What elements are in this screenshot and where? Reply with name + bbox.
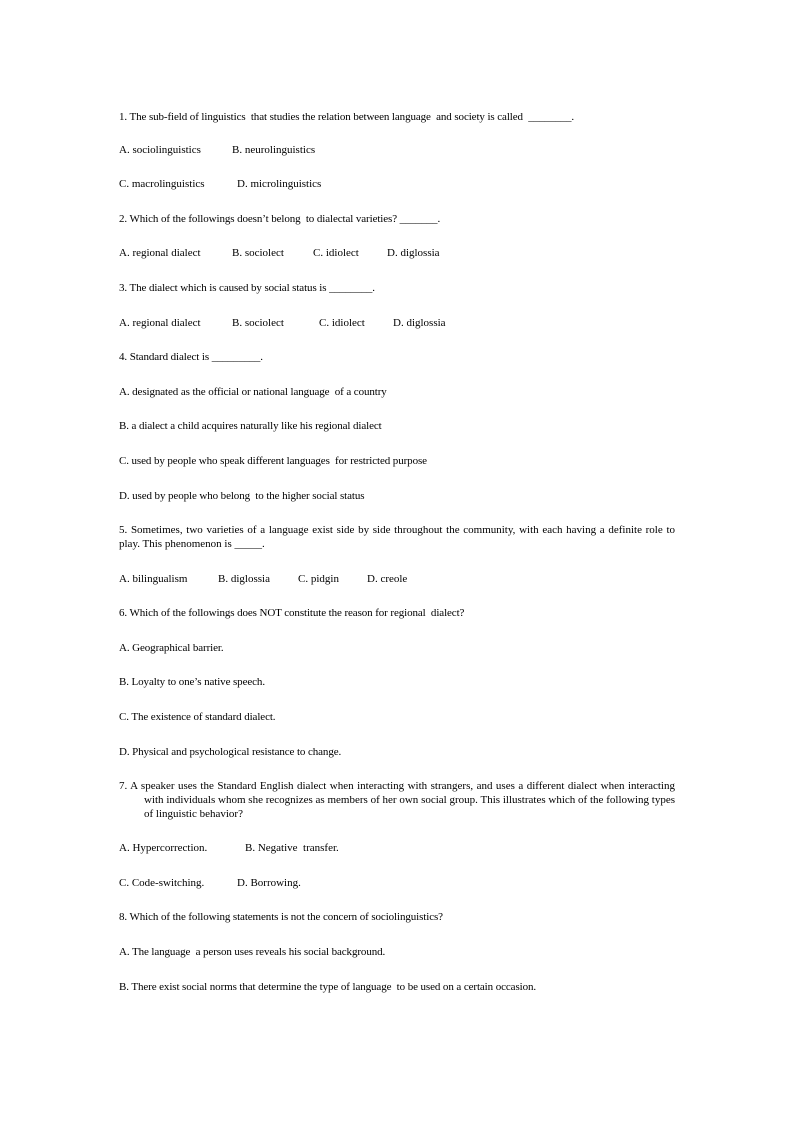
question-4-option-d: D. used by people who belong to the higher social status [119,490,365,502]
question-2-option-d: D. diglossia [387,247,440,259]
question-1-option-d: D. microlinguistics [237,178,322,190]
question-4-stem: 4. Standard dialect is _________. [119,351,263,363]
question-3-option-c: C. idiolect [319,317,365,329]
question-8-stem: 8. Which of the following statements is not the concern of sociolinguistics? [119,911,443,923]
question-1-stem: 1. The sub-field of linguistics that studies the relation between language and society is called ________. [119,111,575,123]
question-7-option-c: C. Code-switching. [119,877,205,889]
question-5-option-d: D. creole [367,573,408,585]
question-7-option-b: B. Negative transfer. [245,842,339,854]
question-5-option-b: B. diglossia [218,573,270,585]
question-6-option-c: C. The existence of standard dialect. [119,711,276,723]
question-4-option-c: C. used by people who speak different languages for restricted purpose [119,455,427,467]
question-6-option-a: A. Geographical barrier. [119,642,224,654]
question-6-option-d: D. Physical and psychological resistance to change. [119,746,342,758]
question-8-option-a: A. The language a person uses reveals his social background. [119,946,386,958]
question-8-option-b: B. There exist social norms that determine the type of language to be used on a certain occasion. [119,981,537,993]
question-2-option-a: A. regional dialect [119,247,201,259]
question-5-option-a: A. bilingualism [119,573,188,585]
question-2-option-c: C. idiolect [313,247,359,259]
question-6-stem: 6. Which of the followings does NOT constitute the reason for regional dialect? [119,607,465,619]
question-5-stem: 5. Sometimes, two varieties of a language exist side by side throughout the community, with each having a definite role to play. This phenomenon is _____. [119,524,675,550]
question-1-option-c: C. macrolinguistics [119,178,205,190]
question-6-option-b: B. Loyalty to one’s native speech. [119,676,265,688]
question-3-option-b: B. sociolect [232,317,284,329]
question-4-option-a: A. designated as the official or national language of a country [119,386,387,398]
question-1-option-b: B. neurolinguistics [232,144,316,156]
question-1-option-a: A. sociolinguistics [119,144,201,156]
question-7-option-d: D. Borrowing. [237,877,301,889]
question-7-stem: 7. A speaker uses the Standard English dialect when interacting with strangers, and uses a different dialect when interacting with individuals whom she recognizes as members of her own social group. This illustrates which of the following types of linguistic behavior? [119,780,675,820]
question-5-option-c: C. pidgin [298,573,339,585]
question-3-option-a: A. regional dialect [119,317,201,329]
question-3-option-d: D. diglossia [393,317,446,329]
question-2-option-b: B. sociolect [232,247,284,259]
question-4-option-b: B. a dialect a child acquires naturally like his regional dialect [119,420,382,432]
question-7-option-a: A. Hypercorrection. [119,842,208,854]
question-3-stem: 3. The dialect which is caused by social status is ________. [119,282,375,294]
question-2-stem: 2. Which of the followings doesn’t belong to dialectal varieties? _______. [119,213,441,225]
